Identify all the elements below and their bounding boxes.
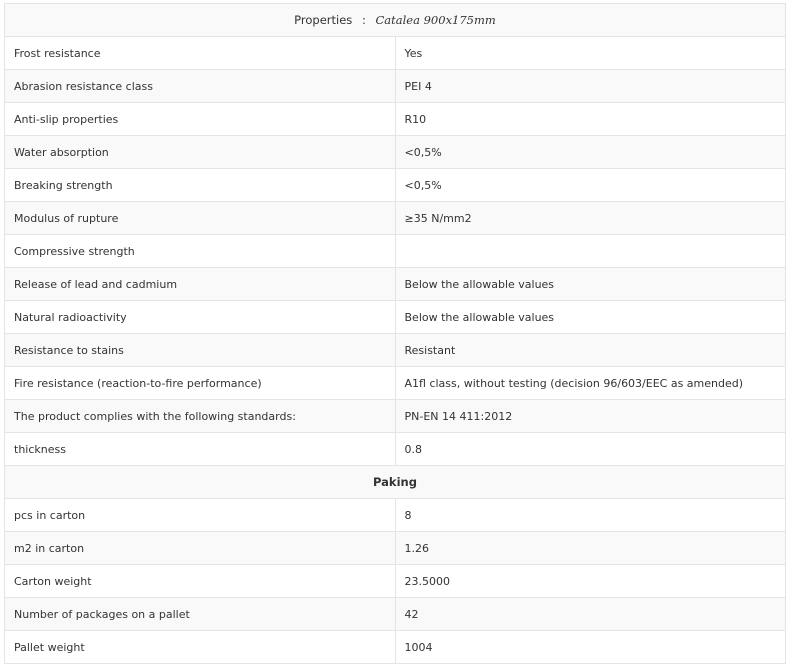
packing-row: [5, 631, 786, 664]
property-name: Anti-slip properties: [5, 103, 396, 136]
property-name: Compressive strength: [5, 235, 396, 268]
properties-header-separator: :: [361, 13, 366, 27]
property-value: <0,5%: [395, 136, 786, 169]
packing-value: 23.5000: [395, 565, 786, 598]
property-row: [5, 37, 786, 70]
packing-value: 1.26: [395, 532, 786, 565]
property-name: Natural radioactivity: [5, 301, 396, 334]
packing-name: Pallet weight: [5, 631, 396, 664]
packing-row: [5, 532, 786, 565]
property-name: thickness: [5, 433, 396, 466]
packing-name: m2 in carton: [5, 532, 396, 565]
packing-value: 8: [395, 499, 786, 532]
packing-header-cell: [5, 466, 786, 499]
property-name: Water absorption: [5, 136, 396, 169]
packing-name: Carton weight: [5, 565, 396, 598]
packing-name: pcs in carton: [5, 499, 396, 532]
properties-header-cell: [5, 4, 786, 37]
property-row: [5, 202, 786, 235]
properties-header-row: [5, 4, 786, 37]
packing-value: 42: [395, 598, 786, 631]
property-name: Resistance to stains: [5, 334, 396, 367]
property-row: [5, 367, 786, 400]
property-name: Breaking strength: [5, 169, 396, 202]
packing-value: 1004: [395, 631, 786, 664]
packing-name: Number of packages on a pallet: [5, 598, 396, 631]
property-name: The product complies with the following standards:: [5, 400, 396, 433]
packing-row: [5, 565, 786, 598]
property-value: 0.8: [395, 433, 786, 466]
properties-table-container: [4, 3, 786, 664]
property-row: [5, 136, 786, 169]
packing-row: [5, 598, 786, 631]
property-row: [5, 433, 786, 466]
property-row: [5, 400, 786, 433]
property-value: Resistant: [395, 334, 786, 367]
property-name: Abrasion resistance class: [5, 70, 396, 103]
property-row: [5, 268, 786, 301]
property-value: A1fl class, without testing (decision 96/603/EEC as amended): [395, 367, 786, 400]
property-value: PN-EN 14 411:2012: [395, 400, 786, 433]
packing-section-title: Paking: [373, 475, 417, 489]
property-row: [5, 235, 786, 268]
property-name: Fire resistance (reaction-to-fire performance): [5, 367, 396, 400]
properties-table: [4, 3, 786, 664]
property-row: [5, 70, 786, 103]
property-name: Modulus of rupture: [5, 202, 396, 235]
property-row: [5, 301, 786, 334]
property-value: [395, 235, 786, 268]
property-value: <0,5%: [395, 169, 786, 202]
property-value: Below the allowable values: [395, 268, 786, 301]
properties-header-label: Properties: [294, 13, 353, 27]
property-row: [5, 334, 786, 367]
property-row: [5, 103, 786, 136]
packing-row: [5, 499, 786, 532]
property-row: [5, 169, 786, 202]
property-value: R10: [395, 103, 786, 136]
packing-header-row: [5, 466, 786, 499]
property-value: Yes: [395, 37, 786, 70]
property-value: PEI 4: [395, 70, 786, 103]
property-value: ≥35 N/mm2: [395, 202, 786, 235]
property-name: Frost resistance: [5, 37, 396, 70]
property-name: Release of lead and cadmium: [5, 268, 396, 301]
product-name: Catalea 900x175mm: [375, 13, 496, 27]
property-value: Below the allowable values: [395, 301, 786, 334]
